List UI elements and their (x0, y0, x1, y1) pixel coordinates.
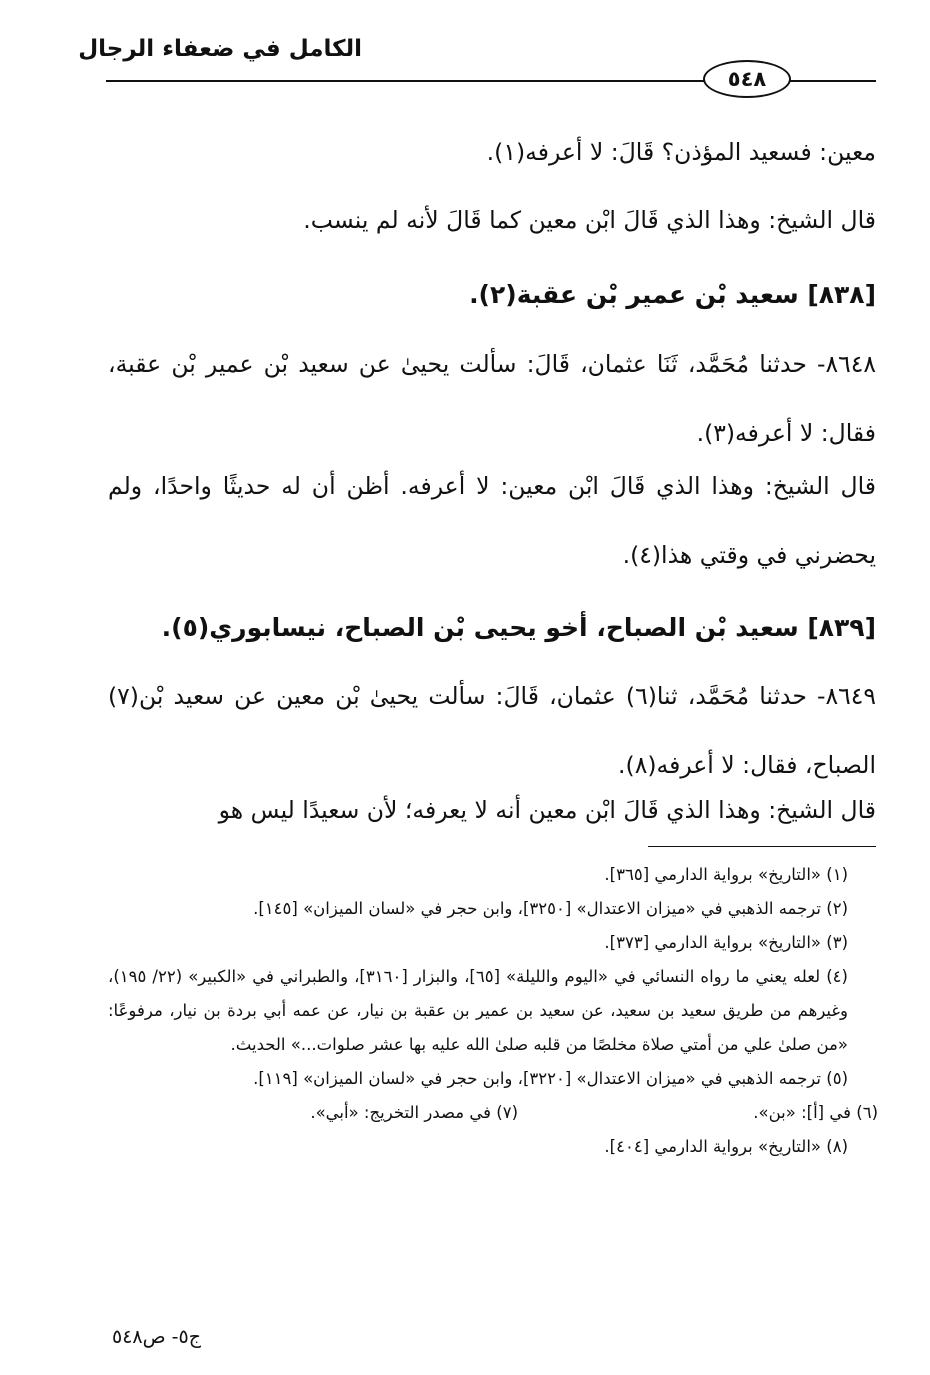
footnote-rule (648, 846, 876, 847)
paragraph-2: قال الشيخ: وهذا الذي قَالَ ابْن معين كما قَالَ لأنه لم ينسب. (303, 206, 876, 234)
paragraph-1: معين: فسعيد المؤذن؟ قَالَ: لا أعرفه(١). (486, 138, 876, 166)
footnote-2: (٢) ترجمه الذهبي في «ميزان الاعتدال» [٣٢٥٠]، وابن حجر في «لسان الميزان» [١٤٥]. (253, 899, 848, 918)
volume-page-reference: ج٥- ص٥٤٨ (112, 1326, 201, 1348)
footnote-6: (٦) في [أ]: «بن». (753, 1103, 878, 1122)
footnotes (108, 858, 878, 1164)
running-header-title: الكامل في ضعفاء الرجال (78, 36, 362, 62)
footnote-3: (٣) «التاريخ» برواية الدارمي [٣٧٣]. (604, 933, 848, 952)
paragraph-sheikh-839: قال الشيخ: وهذا الذي قَالَ ابْن معين أنه لا يعرفه؛ لأن سعيدًا ليس هو (218, 796, 876, 824)
footnote-row-6-7 (108, 1096, 878, 1130)
footnote-5: (٥) ترجمه الذهبي في «ميزان الاعتدال» [٣٢٢٠]، وابن حجر في «لسان الميزان» [١١٩]. (253, 1069, 848, 1088)
entry-title-839: [٨٣٩] سعيد بْن الصباح، أخو يحيى بْن الصباح، نيسابوري(٥). (161, 613, 876, 642)
paragraph-sheikh-838: قال الشيخ: وهذا الذي قَالَ ابْن معين: لا أعرفه. أظن أن له حديثًا واحدًا، ولم يحضرني في وقتي هذا(٤). (108, 472, 876, 569)
footnote-8: (٨) «التاريخ» برواية الدارمي [٤٠٤]. (604, 1137, 848, 1156)
entry-title-838: [٨٣٨] سعيد بْن عمير بْن عقبة(٢). (469, 280, 876, 309)
page-number-badge: ٥٤٨ (703, 60, 791, 98)
hadith-8648: ٨٦٤٨- حدثنا مُحَمَّد، ثَنَا عثمان، قَالَ: سألت يحيىٰ عن سعيد بْن عمير بْن عقبة، فقال: لا أعرفه(٣). (108, 350, 876, 447)
hadith-8649: ٨٦٤٩- حدثنا مُحَمَّد، ثنا(٦) عثمان، قَالَ: سألت يحيىٰ بْن معين عن سعيد بْن(٧) الصباح، فقال: لا أعرفه(٨). (108, 682, 876, 779)
footnote-7: (٧) في مصدر التخريج: «أبي». (310, 1103, 518, 1122)
footnote-1: (١) «التاريخ» برواية الدارمي [٣٦٥]. (604, 865, 848, 884)
footnote-4: (٤) لعله يعني ما رواه النسائي في «اليوم والليلة» [٦٥]، والبزار [٣١٦٠]، والطبراني في «الكبير» (٢٢/ ١٩٥)، وغيرهم من طريق سعيد بن سعيد، عن سعيد بن عمير بن عقبة بن نيار، عن عمه أبي بردة بن نيار، مرفوعًا: «من صلىٰ علي من أمتي صلاة مخلصًا من قلبه صلىٰ الله عليه بها عشر صلوات...» الحديث. (108, 967, 848, 1054)
